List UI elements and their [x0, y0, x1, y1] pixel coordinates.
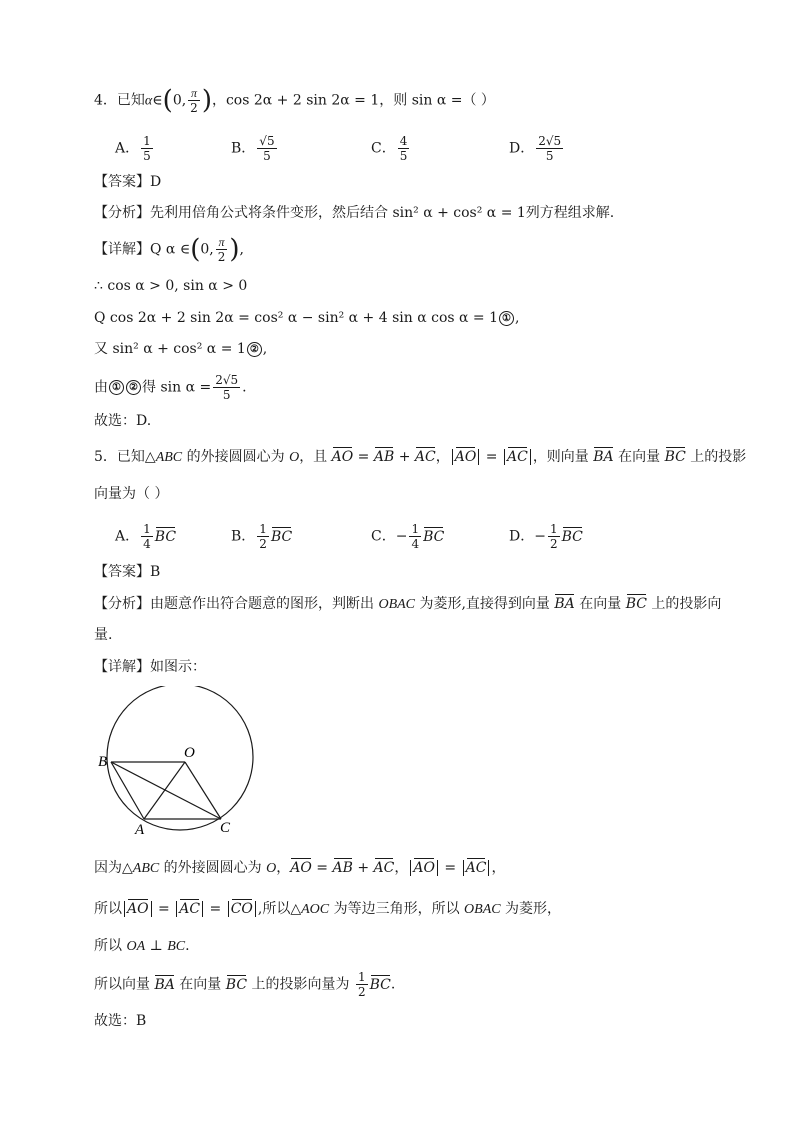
q5-so-3: 所以向量 BA 在向量 BC 上的投影向量为 $\frac{1}{2}$ BC. [94, 970, 396, 999]
q5-number: 5． [94, 449, 117, 465]
q5-so-1: 所以 AO = AC = CO ,所以△AOC 为等边三角形，所以 OBAC 为菱形， [94, 901, 562, 917]
q4-analysis: 【分析】先利用倍角公式将条件变形，然后结合 sin² α + cos² α = 1列方程组求解. [94, 205, 615, 221]
q4-step-3: 又 sin² α + cos² α = 1 ② , [94, 341, 268, 357]
q5-detail: 【详解】如图示： [94, 659, 206, 675]
q4-step-2: Q cos 2α + 2 sin 2α = cos² α − sin² α + 4 sin α cos α = 1 ① , [94, 310, 520, 326]
q4-detail: 【详解】Q α ∈(0, $\frac{\pi}{2}$ ), [94, 234, 244, 265]
q4-step-1: ∴ cos α > 0, sin α > 0 [94, 278, 248, 294]
label-b: B [98, 754, 108, 770]
q5-answer: 【答案】B [94, 564, 161, 580]
q4-answer: 【答案】D [94, 174, 162, 190]
q5-stem-line2: 向量为（ ） [94, 486, 169, 502]
q5-choose: 故选：B [94, 1013, 147, 1029]
q4-condition: ，cos 2α + 2 sin 2α = 1，则 sin α =（ ） [211, 92, 495, 109]
q4-option-b: B． $\frac{√5}{5}$ [231, 134, 275, 163]
q4-stem: 4．已知α∈(0, $\frac{\pi}{2}$ )，cos 2α + 2 sin 2α = 1，则 sin α =（ ） [94, 85, 495, 116]
q4-number: 4． [94, 92, 117, 109]
q5-stem: 5．已知△ABC 的外接圆圆心为 O，且 AO = AB + AC， AO = AC ，则向量 BA 在向量 BC 上的投影 [94, 449, 747, 465]
label-a: A [135, 822, 145, 836]
q5-option-b: B． $\frac{1}{2}$ BC [231, 522, 293, 551]
q5-so-2: 所以 OA ⊥ BC. [94, 938, 190, 954]
segment-oa [144, 762, 185, 819]
q5-analysis: 【分析】由题意作出符合题意的图形，判断出 OBAC 为菱形,直接得到向量 BA 在向量 BC 上的投影向 [94, 596, 722, 612]
q4-choose: 故选：D. [94, 413, 152, 429]
circle-rhombus-figure [94, 686, 254, 836]
q4-option-c: C． $\frac{4}{5}$ [371, 134, 408, 163]
q5-analysis-line2: 量. [94, 627, 113, 643]
q4-option-d: D． $\frac{2√5}{5}$ [509, 134, 562, 163]
q5-option-a: A． $\frac{1}{4}$ BC [115, 522, 177, 551]
q5-option-c: C．− $\frac{1}{4}$ BC [371, 522, 445, 551]
q4-step-4: 由 ① ② 得 sin α = $\frac{2√5}{5}$ . [94, 373, 247, 402]
circumcircle [107, 686, 253, 830]
label-c: C [220, 820, 231, 836]
q4-option-a: A． $\frac{1}{5}$ [115, 134, 151, 163]
label-o: O [184, 745, 195, 761]
segment-oc [185, 762, 221, 819]
q5-because: 因为△ABC 的外接圆圆心为 O，AO = AB + AC， AO = AC ， [94, 860, 506, 876]
q5-option-d: D．− $\frac{1}{2}$ BC [509, 522, 583, 551]
